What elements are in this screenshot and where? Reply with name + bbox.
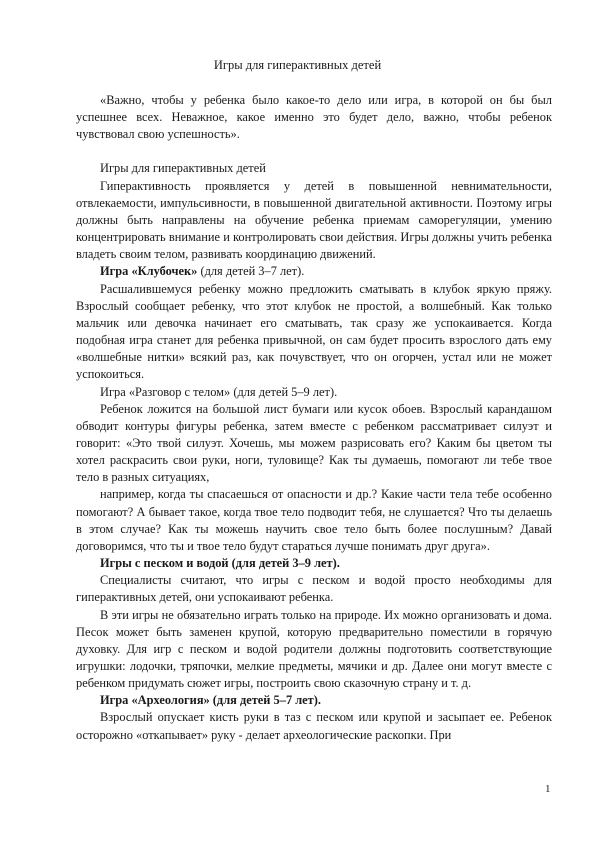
game-razgovor-heading: Игра «Разговор с телом» (для детей 5–9 лет).: [100, 384, 338, 399]
document-title: Игры для гиперактивных детей: [213, 58, 382, 72]
document-body: [76, 92, 552, 744]
game-klubochek-text: Расшалившемуся ребенку можно предложить сматывать в клубок яркую пряжу. Взрослый сообщает ребенку, что этот клубок не простой, а волшебный. Как только мальчик или девочка начинает его сматывать, так сразу же успокаивается. Когда подобная игра станет для ребенка привычной, он сам будет просить взрослого дать ему «волшебные нитки» всякий раз, как почувствует, что он огорчен, устал или не может успокоиться.: [76, 281, 552, 382]
game-klubochek-name: Игра «Клубочек»: [100, 264, 198, 279]
quote-paragraph: «Важно, чтобы у ребенка было какое-то дело или игра, в которой он бы был успешнее всех. Неважное, какое именно это будет дело, важно, чтобы ребенок чувствовал свою успешность».: [76, 93, 552, 142]
game-arheologiya-text: Взрослый опускает кисть руки в таз с песком или крупой и засыпает ее. Ребенок осторожно «откапывает» руку - делает археологические раскопки. При: [76, 710, 552, 742]
subheading: Игры для гиперактивных детей: [100, 161, 266, 176]
page-number: 1: [545, 783, 551, 795]
game-klubochek-age: (для детей 3–7 лет).: [197, 264, 305, 279]
game-razgovor-text-2: например, когда ты спасаешься от опасности и др.? Какие части тела тебе особенно помогают? А бывает такое, когда твое тело подводит тебя, не слушается? Что ты делаешь в этом случае? Как ты можешь научить свое тело быть более послушным? Давай договоримся, что ты и твое тело будут стараться лучше понимать друг друга».: [76, 487, 552, 553]
game-arheologiya-heading: Игра «Археология» (для детей 5–7 лет).: [100, 693, 321, 708]
game-razgovor-text-1: Ребенок ложится на большой лист бумаги или кусок обоев. Взрослый карандашом обводит контуры фигуры ребенка, затем вместе с ребенком рассматривает силуэт и говорит: «Это твой силуэт. Хочешь, мы можем разрисовать его? Каким бы цветом ты хотел раскрасить свои руки, ноги, туловище? Как ты думаешь, помогают ли тебе твое тело в разных ситуациях,: [76, 401, 552, 485]
game-klubochek-heading: [76, 263, 552, 280]
game-pesok-text-1: Специалисты считают, что игры с песком и водой просто необходимы для гиперактивных детей, они успокаивают ребенка.: [76, 573, 552, 605]
intro-paragraph: Гиперактивность проявляется у детей в повышенной невнимательности, отвлекаемости, импульсивности, в повышенной двигательной активности. Поэтому игры должны быть направлены на обучение ребенка приемам саморегуляции, умению концентрировать внимание и контролировать свои действия. Игры должны учить ребенка владеть своим телом, развивать координацию движений.: [76, 178, 552, 262]
game-pesok-heading: Игры с песком и водой (для детей 3–9 лет).: [100, 556, 340, 571]
game-pesok-text-2: В эти игры не обязательно играть только на природе. Их можно организовать и дома. Песок может быть заменен крупой, которую предварительно поместили в горячую духовку. Для игр с песком и водой родители должны подготовить соответствующие игрушки: лодочки, тряпочки, мелкие предметы, мячики и др. Далее они могут вместе с ребенком придумать сюжет игры, построить свою сказочную страну и т. д.: [76, 607, 552, 691]
